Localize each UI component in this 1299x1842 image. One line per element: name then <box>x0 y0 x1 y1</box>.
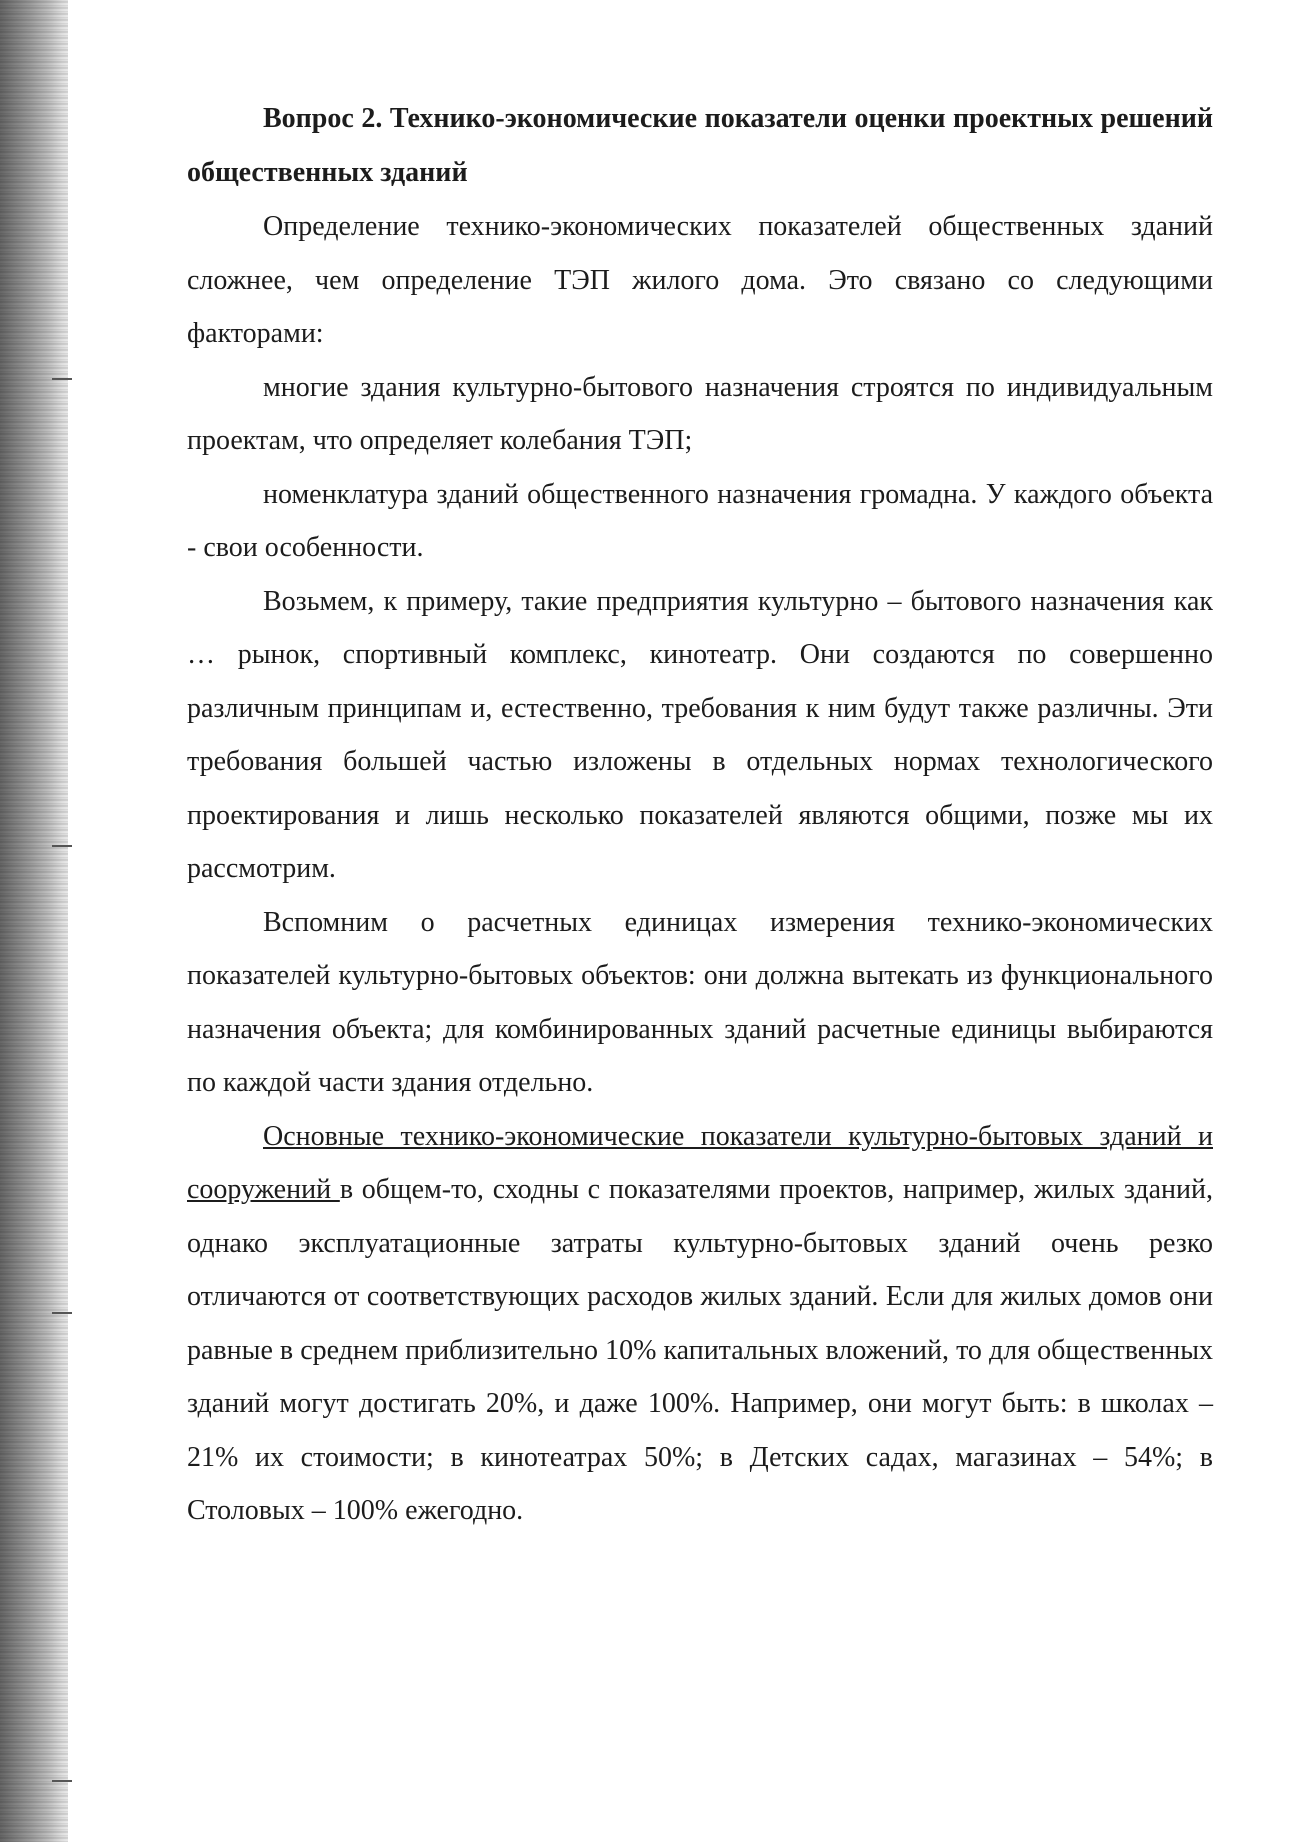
paragraph: номенклатура зданий общественного назначения громадна. У каждого объекта - свои особенности. <box>187 478 1213 563</box>
paragraph: многие здания культурно-бытового назначения строятся по индивидуальным проектам, что определяет колебания ТЭП; <box>187 371 1213 456</box>
paragraph-final <box>187 1110 1213 1538</box>
binding-mark <box>52 1312 72 1314</box>
binding-mark <box>52 845 72 847</box>
document-page <box>187 92 1213 1538</box>
scan-edge-shadow <box>0 0 68 1842</box>
paragraph: Определение технико-экономических показателей общественных зданий сложнее, чем определение ТЭП жилого дома. Это связано со следующими факторами: <box>187 211 1213 349</box>
underlined-phrase: Основные технико-экономические показатели культурно-бытовых зданий и сооружений <box>187 1120 1213 1205</box>
binding-mark <box>52 378 72 380</box>
paragraph-final-text: в общем-то, сходны с показателями проектов, например, жилых зданий, однако эксплуатационные затраты культурно-бытовых зданий очень резко отличаются от соответствующих расходов жилых зданий. Если для жилых домов они равные в среднем приблизительно 10% капитальных вложений, то для общественных зданий могут достигать 20%, и даже 100%. Например, они могут быть: в школах – 21% их стоимости; в кинотеатрах 50%; в Детских садах, магазинах – 54%; в Столовых – 100% ежегодно. <box>187 1174 1213 1526</box>
paragraph: Возьмем, к примеру, такие предприятия культурно – бытового назначения как … рынок, спортивный комплекс, кинотеатр. Они создаются по совершенно различным принципам и, естественно, требования к ним будут также различны. Эти требования большей частью изложены в отдельных нормах технологического проектирования и лишь несколько показателей являются общими, позже мы их рассмотрим. <box>187 585 1213 884</box>
section-heading: Вопрос 2. Технико-экономические показатели оценки проектных решений общественных зданий <box>187 103 1213 188</box>
paragraph: Вспомним о расчетных единицах измерения технико-экономических показателей культурно-бытовых объектов: они должна вытекать из функционального назначения объекта; для комбинированных зданий расчетные единицы выбираются по каждой части здания отдельно. <box>187 906 1213 1098</box>
binding-mark <box>52 1780 72 1782</box>
